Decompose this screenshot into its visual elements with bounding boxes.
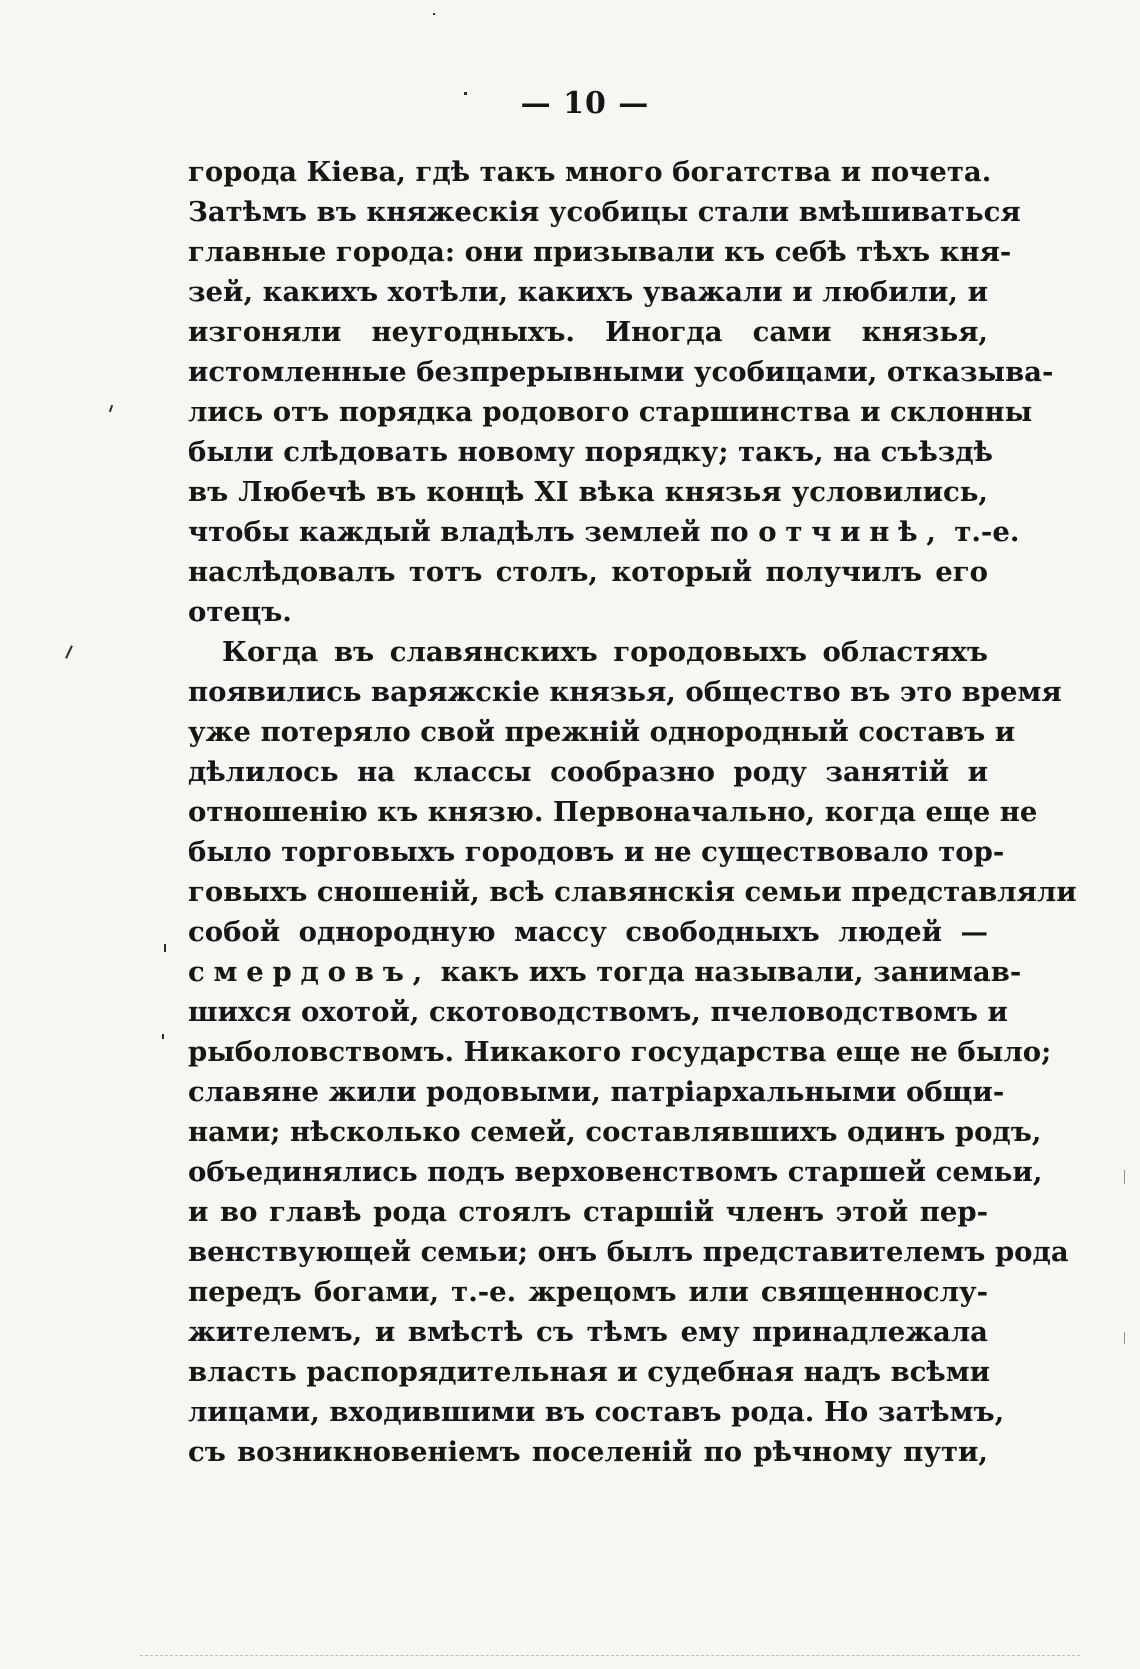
text-line: рыболовствомъ. Никакого государства еще не было; bbox=[188, 1036, 1052, 1068]
scan-speck bbox=[164, 944, 166, 952]
text-line: объединялись подъ верховенствомъ старшей семьи, bbox=[188, 1156, 1043, 1188]
text-line: Когда въ славянскихъ городовыхъ областяхъ bbox=[222, 636, 988, 668]
text-line: отношенію къ князю. Первоначально, когда еще не bbox=[188, 796, 1038, 828]
text-line: собой однородную массу свободныхъ людей — bbox=[188, 916, 988, 948]
scan-speck bbox=[433, 13, 435, 15]
text-line: истомленные безпрерывными усобицами, отказыва- bbox=[188, 356, 1054, 388]
text-line: появились варяжскіе князья, общество въ это время bbox=[188, 676, 1062, 708]
body-text bbox=[188, 152, 1077, 1472]
scan-speck bbox=[1124, 1332, 1125, 1344]
text-line: города Кіева, гдѣ такъ много богатства и почета. bbox=[188, 156, 992, 188]
scan-speck bbox=[65, 645, 73, 659]
text-line: и во главѣ рода стоялъ старшій членъ этой пер- bbox=[188, 1196, 988, 1228]
text-line: были слѣдовать новому порядку; такъ, на съѣздѣ bbox=[188, 436, 994, 468]
text-fragment: чтобы каждый владѣлъ землей по bbox=[188, 516, 749, 548]
text-line: славяне жили родовыми, патріархальными общи- bbox=[188, 1076, 1005, 1108]
text-line: говыхъ сношеній, всѣ славянскія семьи представляли bbox=[188, 876, 1077, 908]
text-line bbox=[188, 512, 1020, 552]
text-line: было торговыхъ городовъ и не существовало тор- bbox=[188, 836, 1005, 868]
scan-speck bbox=[109, 405, 113, 412]
text-line: Затѣмъ въ княжескія усобицы стали вмѣшиваться bbox=[188, 196, 1021, 228]
text-line: въ Любечѣ въ концѣ XI вѣка князья условились, bbox=[188, 476, 988, 508]
text-line: власть распорядительная и судебная надъ всѣми bbox=[188, 1356, 991, 1388]
text-line: уже потеряло свой прежній однородный составъ и bbox=[188, 716, 1016, 748]
text-line: съ возникновеніемъ поселеній по рѣчному пути, bbox=[188, 1436, 988, 1468]
text-line: лицами, входившими въ составъ рода. Но затѣмъ, bbox=[188, 1396, 1005, 1428]
text-fragment: какъ ихъ тогда называли, занимав- bbox=[440, 956, 1022, 988]
text-line: нами; нѣсколько семей, составлявшихъ одинъ родъ, bbox=[188, 1116, 1042, 1148]
scan-speck bbox=[1124, 1170, 1125, 1184]
text-line bbox=[188, 952, 1022, 992]
text-line: шихся охотой, скотоводствомъ, пчеловодствомъ и bbox=[188, 996, 1008, 1028]
page-number: — 10 — bbox=[520, 86, 650, 121]
text-line: дѣлилось на классы сообразно роду занятій и bbox=[188, 756, 988, 788]
emphasized-term: смердовъ, bbox=[188, 956, 432, 988]
text-line: венствующей семьи; онъ былъ представителемъ рода bbox=[188, 1236, 1069, 1268]
text-line: передъ богами, т.-е. жрецомъ или священнослу- bbox=[188, 1276, 988, 1308]
text-fragment: т.-е. bbox=[954, 516, 1020, 548]
text-line: отецъ. bbox=[188, 596, 292, 628]
scan-speck bbox=[464, 92, 467, 95]
text-line: изгоняли неугодныхъ. Иногда сами князья, bbox=[188, 316, 988, 348]
scan-speck bbox=[162, 1034, 164, 1039]
text-line: главные города: они призывали къ себѣ тѣхъ кня- bbox=[188, 236, 1012, 268]
text-line: жителемъ, и вмѣстѣ съ тѣмъ ему принадлежала bbox=[188, 1316, 988, 1348]
emphasized-term: отчинѣ, bbox=[758, 516, 945, 548]
text-line: лись отъ порядка родового старшинства и склонны bbox=[188, 396, 1033, 428]
text-line: наслѣдовалъ тотъ столъ, который получилъ его bbox=[188, 556, 988, 588]
scan-edge-noise bbox=[140, 1655, 1080, 1660]
text-line: зей, какихъ хотѣли, какихъ уважали и любили, и bbox=[188, 276, 988, 308]
